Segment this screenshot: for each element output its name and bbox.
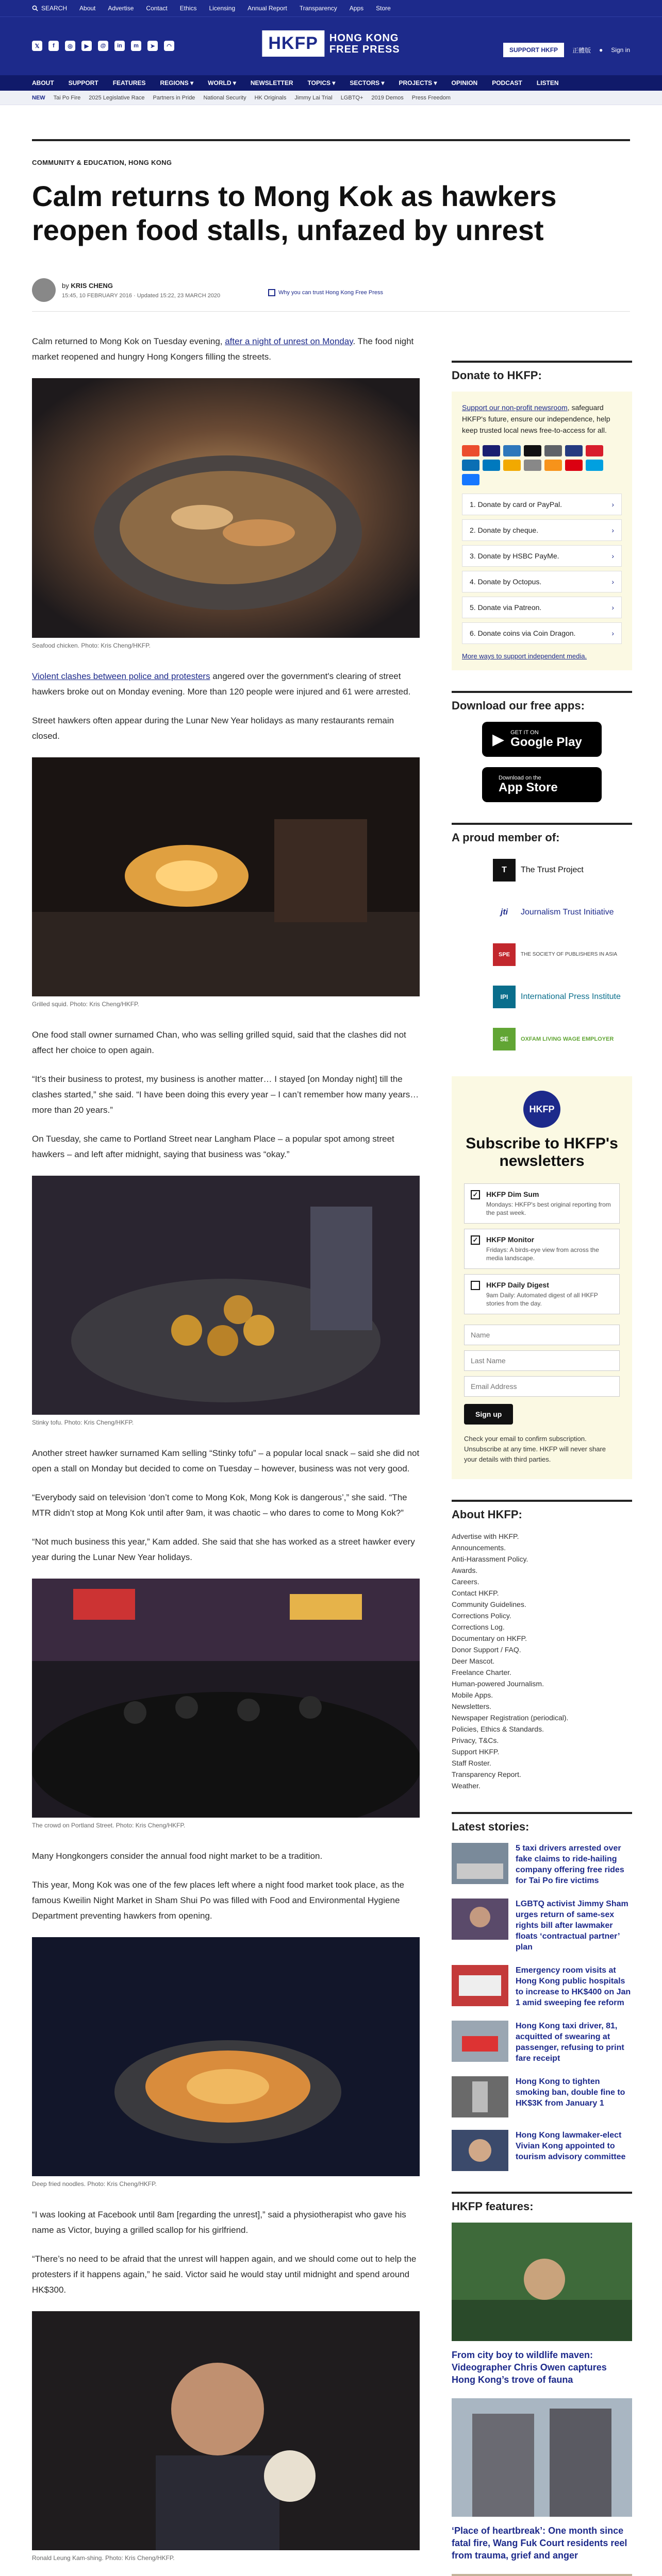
article-link[interactable]: after a night of unrest on Monday xyxy=(225,336,353,346)
paragraph: “There’s no need to be afraid that the unrest will happen again, and we should come out to help the protesters if it happens again,” he said. Victor said he would stay until midnight and spend around HK$300. xyxy=(32,2254,417,2295)
nav-topics[interactable]: TOPICS ▾ xyxy=(307,79,336,87)
story-item[interactable]: Hong Kong taxi driver, 81, acquitted of swearing at passenger, refusing to print fare receipt xyxy=(452,2021,632,2064)
about-links xyxy=(452,1531,632,1791)
story-thumbnail xyxy=(452,2076,508,2117)
donate-option[interactable]: 2. Donate by cheque. › xyxy=(462,519,622,541)
search-link[interactable]: SEARCH xyxy=(32,5,67,12)
article-body xyxy=(32,334,420,2576)
about-link[interactable]: Careers. xyxy=(452,1578,479,1586)
latest-title: Latest stories: xyxy=(452,1812,632,1834)
donate-option[interactable]: 1. Donate by card or PayPal. › xyxy=(462,494,622,515)
linkedin-icon[interactable]: in xyxy=(114,41,125,51)
trending-item[interactable]: Press Freedom xyxy=(411,94,451,101)
header-rule xyxy=(32,139,630,141)
photo-stinky-tofu xyxy=(32,1176,420,1415)
newsletter-logo: HKFP xyxy=(523,1091,560,1128)
article-headline: Calm returns to Mong Kok as hawkers reopen food stalls, unfazed by unrest xyxy=(32,180,557,246)
member-ipi[interactable]: IPI International Press Institute xyxy=(452,980,632,1013)
trending-item[interactable]: 2019 Demos xyxy=(371,94,404,101)
social-links xyxy=(32,41,174,51)
about-link[interactable]: Contact HKFP. xyxy=(452,1589,499,1597)
author-avatar xyxy=(32,278,56,302)
story-item[interactable]: Hong Kong lawmaker-elect Vivian Kong appointed to tourism advisory committee xyxy=(452,2130,632,2171)
about-link[interactable]: Newspaper Registration (periodical). xyxy=(452,1714,569,1722)
topbar-link-apps[interactable]: Apps xyxy=(349,5,364,12)
divider xyxy=(32,311,630,312)
octopus-icon xyxy=(503,460,521,471)
google-play-icon: ▶ xyxy=(492,731,505,748)
photo-caption: Deep fried noodles. Photo: Kris Cheng/HKFP. xyxy=(32,2180,157,2188)
story-item[interactable]: Emergency room visits at Hong Kong public hospitals to increase to HK$400 on Jan 1 amid sweeping fee reform xyxy=(452,1965,632,2008)
member-jti[interactable]: jti Journalism Trust Initiative xyxy=(452,896,632,929)
topbar-link-licensing[interactable]: Licensing xyxy=(209,5,236,12)
about-link[interactable]: Corrections Policy. xyxy=(452,1612,511,1620)
about-link[interactable]: Awards. xyxy=(452,1566,478,1574)
nav-about[interactable]: ABOUT xyxy=(32,79,54,87)
trust-icon xyxy=(268,289,275,296)
checkbox[interactable]: ✓ xyxy=(471,1235,480,1245)
twitter-icon[interactable]: 𝕏 xyxy=(32,41,42,51)
facebook-icon[interactable]: f xyxy=(48,41,59,51)
paragraph: Calm returned to Mong Kok on Tuesday evening, after a night of unrest on Monday. The food night market reopened and hungry Hong Kongers filling the streets. xyxy=(32,336,414,362)
newsletter-option-dim-sum[interactable]: ✓ HKFP Dim Sum Mondays: HKFP's best original reporting from the past week. xyxy=(464,1183,620,1224)
nav-support[interactable]: SUPPORT xyxy=(68,79,98,87)
mastodon-icon[interactable]: m xyxy=(131,41,141,51)
about-link[interactable]: Donor Support / FAQ. xyxy=(452,1646,521,1654)
oxfam-logo: SE xyxy=(493,1028,516,1050)
article-category[interactable]: COMMUNITY & EDUCATION, HONG KONG xyxy=(32,159,172,166)
story-item[interactable]: 5 taxi drivers arrested over fake claims to ride-hailing company offering free rides for Tai Po fire victims xyxy=(452,1843,632,1886)
chevron-right-icon: › xyxy=(611,500,614,509)
paragraph: “Everybody said on television ‘don’t come to Mong Kok, Mong Kok is dangerous’,” she said. “The MTR didn’t stop at Mong Kok until after 9am, it was chaotic – who dares to come to Mong Kok?” xyxy=(32,1493,407,1518)
paragraph: One food stall owner surnamed Chan, who was selling grilled squid, said that the clashes did not affect her choice to open again. xyxy=(32,1030,406,1055)
sopa-logo: SPE xyxy=(493,943,516,966)
trending-item[interactable]: Jimmy Lai Trial xyxy=(294,94,333,101)
photo-grilled-squid xyxy=(32,757,420,996)
about-link[interactable]: Documentary on HKFP. xyxy=(452,1634,527,1642)
photo-ronald-leung xyxy=(32,2311,420,2550)
sidebar xyxy=(452,361,632,2576)
jcb-icon xyxy=(462,460,479,471)
app-store-button[interactable]: Download on the App Store xyxy=(482,767,602,802)
newsletter-title: Subscribe to HKFP's newsletters xyxy=(466,1135,618,1170)
newsletter-note: Check your email to confirm subscription. Unsubscribe at any time. HKFP will never share your details with third parties. xyxy=(464,1435,606,1463)
about-link[interactable]: Announcements. xyxy=(452,1544,506,1552)
about-link[interactable]: Corrections Log. xyxy=(452,1623,505,1631)
donate-title: Donate to HKFP: xyxy=(452,361,632,382)
rss-icon[interactable]: ◠ xyxy=(164,41,174,51)
main-nav xyxy=(0,75,662,91)
story-item[interactable]: Hong Kong to tighten smoking ban, double fine to HK$3K from January 1 xyxy=(452,2076,632,2117)
donate-widget: Support our non-profit newsroom, safeguard HKFP's future, ensure our independence, help keep trusted local news free-to-access for all. 1. Donate by card or PayPal. › 2. Donate by cheque. › 3. Donate by HSBC PayMe. › 4. Donate by Octopus. › 5. Donate via Patreon. › 6. Donate coins via Coin Dragon. › More ways to support independent media. xyxy=(452,392,632,670)
topbar-link-contact[interactable]: Contact xyxy=(146,5,168,12)
trending-bar xyxy=(0,91,662,105)
checkbox[interactable]: ✓ xyxy=(471,1190,480,1199)
email-input[interactable] xyxy=(464,1376,620,1397)
donate-option[interactable]: 3. Donate by HSBC PayMe. › xyxy=(462,545,622,567)
about-link[interactable]: Transparency Report. xyxy=(452,1770,521,1778)
paragraph: “Not much business this year,” Kam added. She said that she has worked as a street hawker every year during the Lunar New Year holidays. xyxy=(32,1537,415,1562)
user-icon: ● xyxy=(599,46,603,54)
byline: by KRIS CHENG 15:45, 10 FEBRUARY 2016 · Updated 15:22, 23 MARCH 2020 xyxy=(32,278,220,302)
fps-icon xyxy=(586,460,603,471)
payme-icon xyxy=(565,460,583,471)
trending-label: NEW xyxy=(32,94,45,101)
story-thumbnail xyxy=(452,1899,508,1940)
paragraph: Another street hawker surnamed Kam selling “Stinky tofu” – a popular local snack – said she did not open a stall on Monday but decided to come on Tuesday – however, business was not very good. xyxy=(32,1448,420,1473)
last-name-input[interactable] xyxy=(464,1350,620,1371)
member-oxfam[interactable]: SE OXFAM LIVING WAGE EMPLOYER xyxy=(452,1023,632,1056)
about-link[interactable]: Mobile Apps. xyxy=(452,1691,493,1699)
about-link[interactable]: Deer Mascot. xyxy=(452,1657,495,1665)
nav-sectors[interactable]: SECTORS ▾ xyxy=(350,79,385,87)
trending-item[interactable]: National Security xyxy=(203,94,246,101)
about-link[interactable]: Weather. xyxy=(452,1782,481,1790)
top-bar xyxy=(0,0,662,16)
amex-icon xyxy=(503,445,521,456)
story-thumbnail xyxy=(452,1965,508,2006)
paragraph: “It’s their business to protest, my business is another matter… I stayed [on Monday night] till the clashes started,” she said. “I have been doing this every year – I can’t remember how many years… more than 20 years.” xyxy=(32,1074,419,1115)
donate-option[interactable]: 6. Donate coins via Coin Dragon. › xyxy=(462,622,622,644)
feature-item[interactable] xyxy=(452,2574,632,2576)
about-link[interactable]: Community Guidelines. xyxy=(452,1600,526,1608)
features-title: HKFP features: xyxy=(452,2192,632,2213)
support-hkfp-button[interactable]: SUPPORT HKFP xyxy=(503,43,564,57)
story-item[interactable]: LGBTQ activist Jimmy Sham urges return of same-sex rights bill after lawmaker floats ‘contractual partner’ plan xyxy=(452,1899,632,1953)
latest-stories xyxy=(452,1843,632,2171)
feature-image xyxy=(452,2223,632,2341)
paragraph: This year, Mong Kok was one of the few places left where a night food market took place, as the famous Kweilin Night Market in Sham Shui Po was filled with Food and Environmental Hygiene Department preventing hawkers from opening. xyxy=(32,1880,404,1921)
threads-icon[interactable]: @ xyxy=(98,41,108,51)
about-link[interactable]: Advertise with HKFP. xyxy=(452,1532,519,1540)
about-title: About HKFP: xyxy=(452,1500,632,1521)
more-ways-link[interactable]: More ways to support independent media. xyxy=(462,652,587,660)
name-input[interactable] xyxy=(464,1325,620,1345)
about-link[interactable]: Anti-Harassment Policy. xyxy=(452,1555,528,1563)
topbar-link-ethics[interactable]: Ethics xyxy=(179,5,197,12)
publish-dates: 15:45, 10 FEBRUARY 2016 · Updated 15:22, 23 MARCH 2020 xyxy=(62,292,221,299)
member-title: A proud member of: xyxy=(452,823,632,844)
cheque-icon xyxy=(524,460,541,471)
photo-deep-fried-noodles xyxy=(32,1937,420,2176)
apple-pay-icon xyxy=(524,445,541,456)
photo-caption: Stinky tofu. Photo: Kris Cheng/HKFP. xyxy=(32,1419,134,1426)
diners-icon xyxy=(483,460,500,471)
newsletter-option-daily-digest[interactable]: HKFP Daily Digest 9am Daily: Automated digest of all HKFP stories from the day. xyxy=(464,1274,620,1314)
paragraph: Many Hongkongers consider the annual food night market to be a tradition. xyxy=(32,1851,323,1861)
mastercard-icon xyxy=(462,445,479,456)
paragraph: Street hawkers often appear during the Lunar New Year holidays as many restaurants remain closed. xyxy=(32,716,394,741)
nav-newsletter[interactable]: NEWSLETTER xyxy=(250,79,293,87)
about-link[interactable]: Human-powered Journalism. xyxy=(452,1680,544,1688)
topbar-link-about[interactable]: About xyxy=(79,5,96,12)
youtube-icon[interactable]: ▶ xyxy=(81,41,92,51)
donate-option[interactable]: 4. Donate by Octopus. › xyxy=(462,571,622,592)
trending-item[interactable]: HK Originals xyxy=(254,94,287,101)
photo-caption: Grilled squid. Photo: Kris Cheng/HKFP. xyxy=(32,1001,139,1008)
paragraph: “I was looking at Facebook until 8am [regarding the unrest],” said a physiotherapist who gave his name as Victor, buying a grilled scallop for his girlfriend. xyxy=(32,2210,406,2235)
search-icon xyxy=(32,5,38,11)
apps-title: Download our free apps: xyxy=(452,691,632,713)
member-sopa[interactable]: SPE THE SOCIETY OF PUBLISHERS IN ASIA xyxy=(452,938,632,971)
topbar-link-annual-report[interactable]: Annual Report xyxy=(247,5,287,12)
telegram-icon[interactable]: ➤ xyxy=(147,41,158,51)
photo-portland-street-crowd xyxy=(32,1579,420,1818)
donate-option[interactable]: 5. Donate via Patreon. › xyxy=(462,597,622,618)
photo-seafood xyxy=(32,378,420,638)
chevron-right-icon: › xyxy=(611,578,614,586)
masthead xyxy=(0,16,662,75)
nav-listen[interactable]: LISTEN xyxy=(536,79,559,87)
trust-link[interactable]: Why you can trust Hong Kong Free Press xyxy=(268,289,383,296)
about-link[interactable]: Support HKFP. xyxy=(452,1748,500,1756)
nav-projects[interactable]: PROJECTS ▾ xyxy=(399,79,437,87)
about-link[interactable]: Policies, Ethics & Standards. xyxy=(452,1725,544,1733)
trending-item[interactable]: Partners in Pride xyxy=(153,94,195,101)
unionpay-icon xyxy=(586,445,603,456)
nav-world[interactable]: WORLD ▾ xyxy=(208,79,236,87)
member-trust-project[interactable]: T The Trust Project xyxy=(452,854,632,887)
article-link[interactable]: Violent clashes between police and protesters xyxy=(32,671,210,681)
sign-up-button[interactable]: Sign up xyxy=(464,1404,513,1425)
chevron-right-icon: › xyxy=(611,629,614,637)
ipi-logo: IPI xyxy=(493,986,516,1008)
masthead-actions xyxy=(503,43,630,57)
logo-line-1: HONG KONG xyxy=(329,32,399,44)
feature-image xyxy=(452,2574,632,2576)
story-thumbnail xyxy=(452,2021,508,2062)
nav-podcast[interactable]: PODCAST xyxy=(492,79,522,87)
about-link[interactable]: Freelance Charter. xyxy=(452,1668,511,1676)
trending-item[interactable]: 2025 Legislative Race xyxy=(89,94,145,101)
photo-caption: Seafood chicken. Photo: Kris Cheng/HKFP. xyxy=(32,642,151,649)
chevron-right-icon: › xyxy=(611,526,614,534)
payment-methods xyxy=(462,445,622,485)
nav-opinion[interactable]: OPINION xyxy=(451,79,478,87)
chinese-edition-link[interactable]: 正體版 xyxy=(572,46,591,54)
alipay-icon xyxy=(462,474,479,485)
story-thumbnail xyxy=(452,1843,508,1884)
google-play-button[interactable]: ▶ GET IT ON Google Play xyxy=(482,722,602,757)
paragraph: Violent clashes between police and protesters angered over the government's clearing of street hawkers broke out on Monday evening. More than 120 people were injured and 61 were arrested. xyxy=(32,671,411,697)
instagram-icon[interactable]: ◎ xyxy=(65,41,75,51)
nav-regions[interactable]: REGIONS ▾ xyxy=(160,79,194,87)
photo-caption: Ronald Leung Kam-shing. Photo: Kris Cheng/HKFP. xyxy=(32,2554,175,2562)
feature-item[interactable]: ‘Place of heartbreak’: One month since fatal fire, Wang Fuk Court residents reel from trauma, grief and anger xyxy=(452,2398,632,2562)
donate-link[interactable]: Support our non-profit newsroom xyxy=(462,403,568,412)
chevron-right-icon: › xyxy=(611,552,614,560)
trust-project-logo: T xyxy=(493,859,516,882)
sign-in-link[interactable]: Sign in xyxy=(611,46,630,54)
jti-logo: jti xyxy=(500,908,508,917)
story-thumbnail xyxy=(452,2130,508,2171)
topbar-link-advertise[interactable]: Advertise xyxy=(108,5,134,12)
chevron-right-icon: › xyxy=(611,603,614,612)
feature-image xyxy=(452,2398,632,2517)
trending-item[interactable]: LGBTQ+ xyxy=(340,94,363,101)
paragraph: On Tuesday, she came to Portland Street near Langham Place – a popular spot among street hawkers – and left after midnight, saying that business was “okay.” xyxy=(32,1134,394,1159)
bitcoin-icon xyxy=(544,460,562,471)
feature-item[interactable]: From city boy to wildlife maven: Videographer Chris Owen captures Hong Kong’s trove of fauna xyxy=(452,2223,632,2386)
about-link[interactable]: Newsletters. xyxy=(452,1702,492,1710)
logo-line-2: FREE PRESS xyxy=(329,43,400,55)
about-link[interactable]: Privacy, T&Cs. xyxy=(452,1736,499,1744)
newsletter-widget xyxy=(452,1076,632,1479)
author-name[interactable]: KRIS CHENG xyxy=(71,281,113,290)
google-pay-icon xyxy=(544,445,562,456)
checkbox[interactable] xyxy=(471,1281,480,1290)
site-logo[interactable]: HKFP HONG KONG FREE PRESS xyxy=(262,30,400,57)
about-link[interactable]: Staff Roster. xyxy=(452,1759,491,1767)
topbar-link-transparency[interactable]: Transparency xyxy=(299,5,337,12)
paypal-icon xyxy=(565,445,583,456)
trending-item[interactable]: Tai Po Fire xyxy=(53,94,81,101)
nav-features[interactable]: FEATURES xyxy=(112,79,146,87)
photo-caption: The crowd on Portland Street. Photo: Kris Cheng/HKFP. xyxy=(32,1822,186,1829)
topbar-link-store[interactable]: Store xyxy=(376,5,391,12)
visa-icon xyxy=(483,445,500,456)
newsletter-option-monitor[interactable]: ✓ HKFP Monitor Fridays: A birds-eye view from across the media landscape. xyxy=(464,1229,620,1269)
